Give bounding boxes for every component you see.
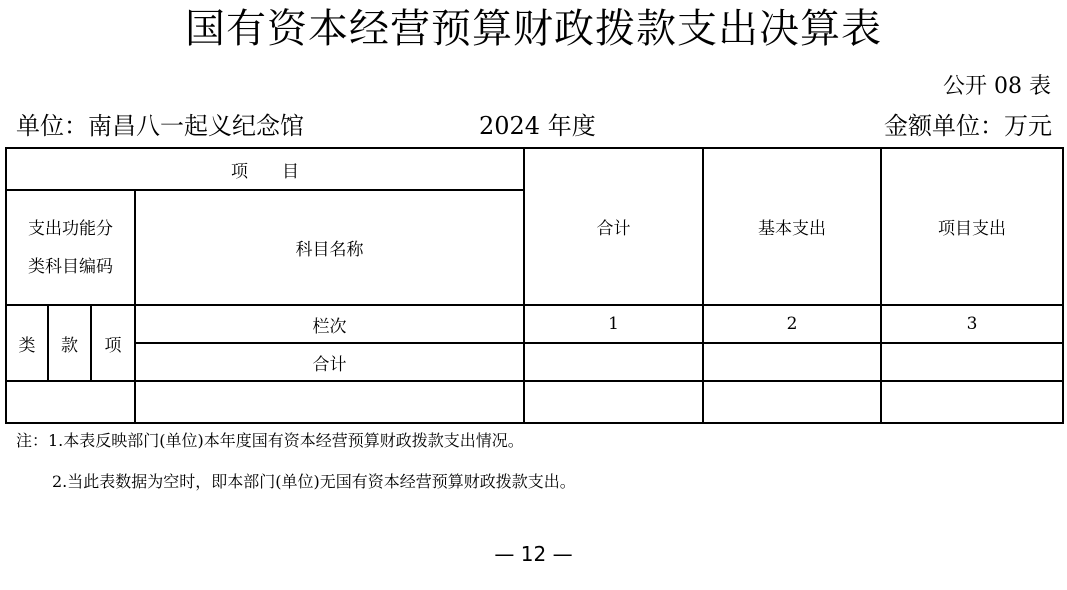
table-row xyxy=(6,381,1063,423)
col-header-total: 合计 xyxy=(524,148,703,305)
name-header: 科目名称 xyxy=(135,190,524,305)
column-number-3: 3 xyxy=(881,305,1063,343)
total-cell-total xyxy=(524,343,703,381)
code-sub-class: 类 xyxy=(6,305,48,381)
code-header-line2: 类科目编码 xyxy=(28,256,113,277)
money-unit: 金额单位：万元 xyxy=(884,112,1052,140)
note-1: 注：1.本表反映部门(单位)本年度国有资本经营预算财政拨款支出情况。 xyxy=(16,431,524,450)
empty-project-cell xyxy=(881,381,1063,423)
col-header-basic: 基本支出 xyxy=(703,148,881,305)
page-title: 国有资本经营预算财政拨款支出决算表 xyxy=(185,6,882,52)
code-sub-item: 项 xyxy=(91,305,135,381)
header-row-project xyxy=(6,148,1063,190)
code-header-line1: 支出功能分 xyxy=(28,218,113,239)
fiscal-year: 2024 年度 xyxy=(479,112,596,140)
empty-code-cell xyxy=(6,381,135,423)
reporting-unit: 单位：南昌八一起义纪念馆 xyxy=(16,112,304,140)
column-number-label: 栏次 xyxy=(135,305,524,343)
empty-total-cell xyxy=(524,381,703,423)
empty-name-cell xyxy=(135,381,524,423)
total-cell-basic xyxy=(703,343,881,381)
page-number: — 12 — xyxy=(494,542,573,566)
note-2: 2.当此表数据为空时，即本部门(单位)无国有资本经营预算财政拨款支出。 xyxy=(52,472,576,491)
project-header: 项 目 xyxy=(6,148,524,190)
empty-basic-cell xyxy=(703,381,881,423)
total-row-label: 合计 xyxy=(135,343,524,381)
code-sub-section: 款 xyxy=(48,305,91,381)
meta-row xyxy=(16,110,1052,142)
form-number: 公开 08 表 xyxy=(943,74,1051,99)
total-cell-project xyxy=(881,343,1063,381)
col-header-project: 项目支出 xyxy=(881,148,1063,305)
column-number-1: 1 xyxy=(524,305,703,343)
column-number-2: 2 xyxy=(703,305,881,343)
total-row xyxy=(6,343,1063,381)
expenditure-table xyxy=(5,147,1064,424)
code-header xyxy=(6,190,135,305)
column-number-row xyxy=(6,305,1063,343)
